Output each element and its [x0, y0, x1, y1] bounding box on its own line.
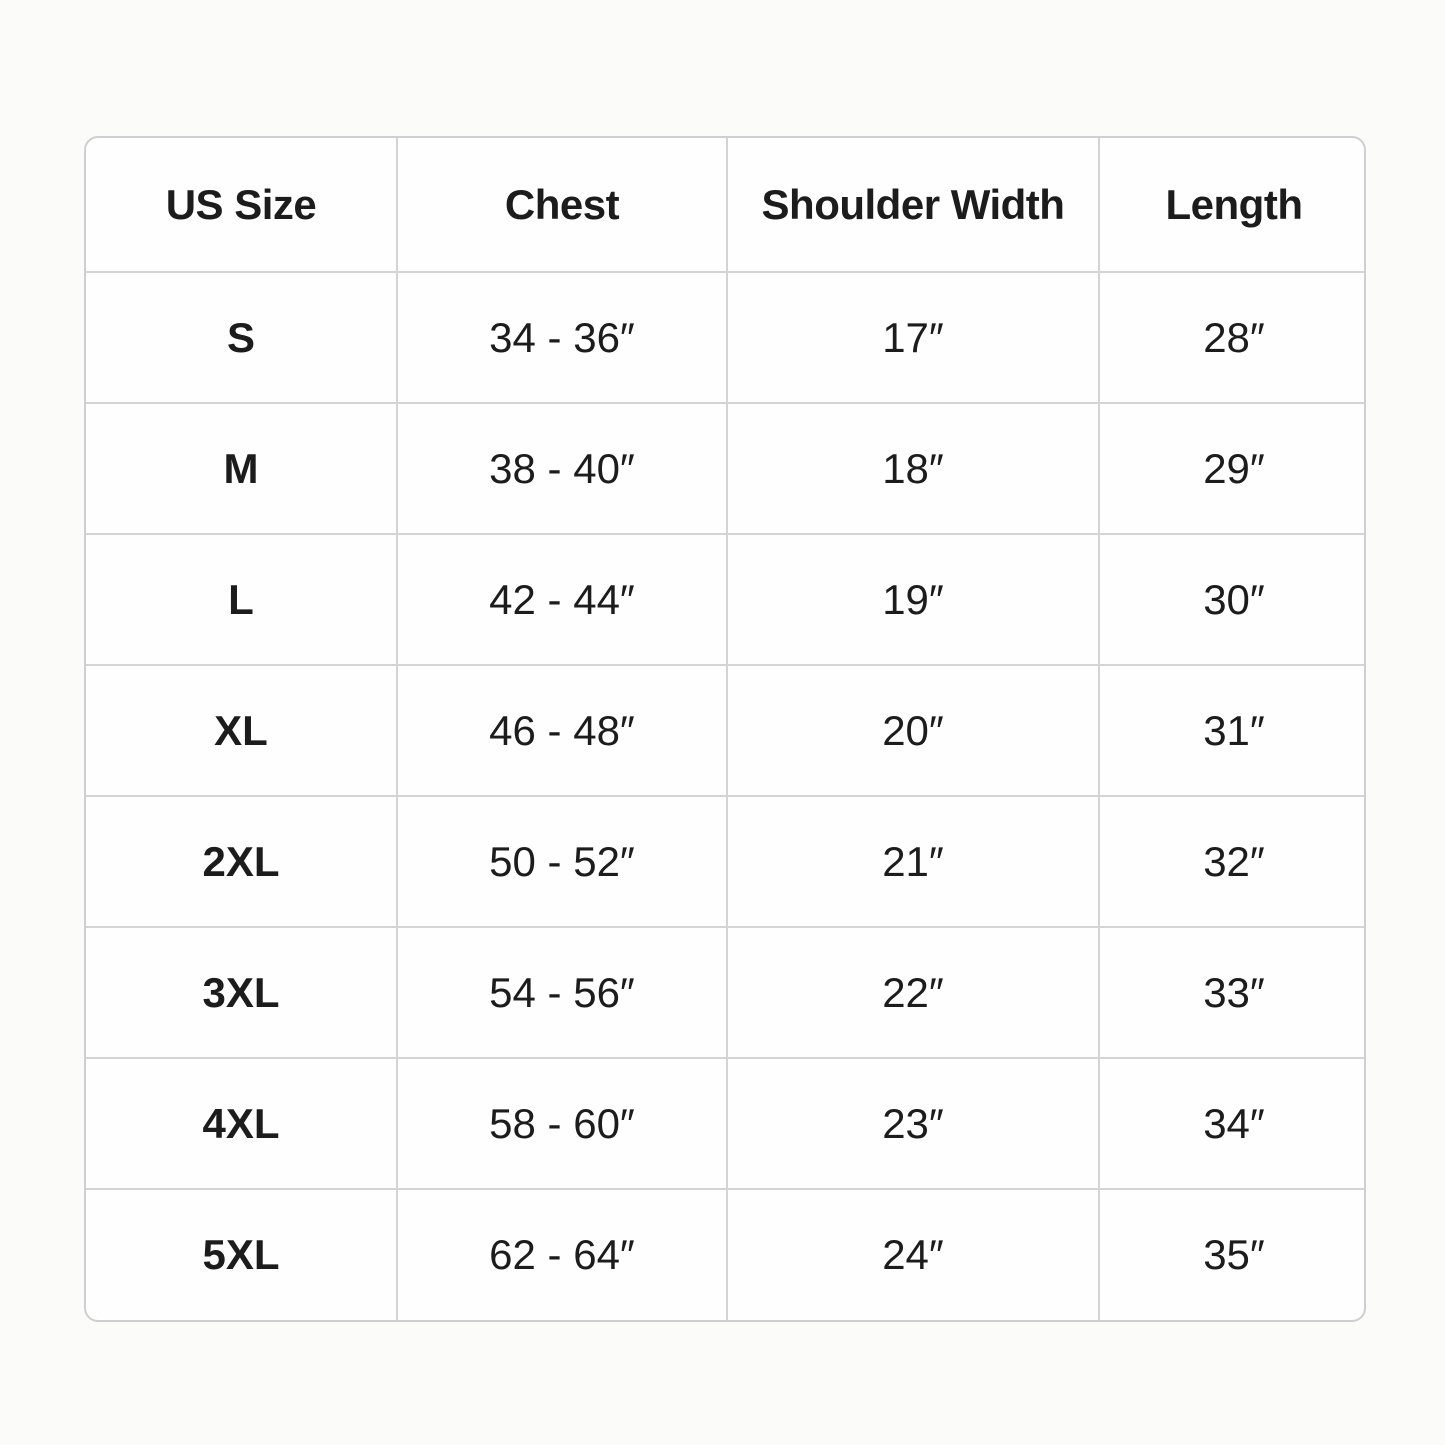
header-shoulder-width: Shoulder Width — [727, 138, 1099, 272]
length-cell: 33″ — [1099, 927, 1366, 1058]
table-row — [86, 272, 1366, 403]
header-us-size: US Size — [86, 138, 397, 272]
size-cell: 3XL — [86, 927, 397, 1058]
shoulder-cell: 18″ — [727, 403, 1099, 534]
length-cell: 34″ — [1099, 1058, 1366, 1189]
size-chart — [86, 138, 1366, 1320]
chest-cell: 54 - 56″ — [397, 927, 727, 1058]
length-cell: 32″ — [1099, 796, 1366, 927]
size-chart-table — [84, 136, 1366, 1322]
header-chest: Chest — [397, 138, 727, 272]
chest-cell: 38 - 40″ — [397, 403, 727, 534]
size-cell: 4XL — [86, 1058, 397, 1189]
chest-cell: 62 - 64″ — [397, 1189, 727, 1320]
size-cell: S — [86, 272, 397, 403]
table-row — [86, 665, 1366, 796]
table-row — [86, 927, 1366, 1058]
shoulder-cell: 20″ — [727, 665, 1099, 796]
shoulder-cell: 21″ — [727, 796, 1099, 927]
table-header — [86, 138, 1366, 272]
header-row — [86, 138, 1366, 272]
shoulder-cell: 24″ — [727, 1189, 1099, 1320]
chest-cell: 34 - 36″ — [397, 272, 727, 403]
size-cell: 5XL — [86, 1189, 397, 1320]
chest-cell: 58 - 60″ — [397, 1058, 727, 1189]
size-cell: L — [86, 534, 397, 665]
length-cell: 30″ — [1099, 534, 1366, 665]
table-body — [86, 272, 1366, 1320]
table-row — [86, 1189, 1366, 1320]
shoulder-cell: 17″ — [727, 272, 1099, 403]
header-length: Length — [1099, 138, 1366, 272]
table-row — [86, 534, 1366, 665]
size-cell: M — [86, 403, 397, 534]
table-row — [86, 1058, 1366, 1189]
table-row — [86, 403, 1366, 534]
length-cell: 28″ — [1099, 272, 1366, 403]
size-cell: 2XL — [86, 796, 397, 927]
length-cell: 35″ — [1203, 1231, 1265, 1278]
shoulder-cell: 23″ — [727, 1058, 1099, 1189]
size-cell: XL — [86, 665, 397, 796]
length-cell: 29″ — [1099, 403, 1366, 534]
shoulder-cell: 22″ — [727, 927, 1099, 1058]
table-row — [86, 796, 1366, 927]
length-cell: 31″ — [1099, 665, 1366, 796]
chest-cell: 50 - 52″ — [397, 796, 727, 927]
chest-cell: 46 - 48″ — [397, 665, 727, 796]
chest-cell: 42 - 44″ — [397, 534, 727, 665]
shoulder-cell: 19″ — [727, 534, 1099, 665]
